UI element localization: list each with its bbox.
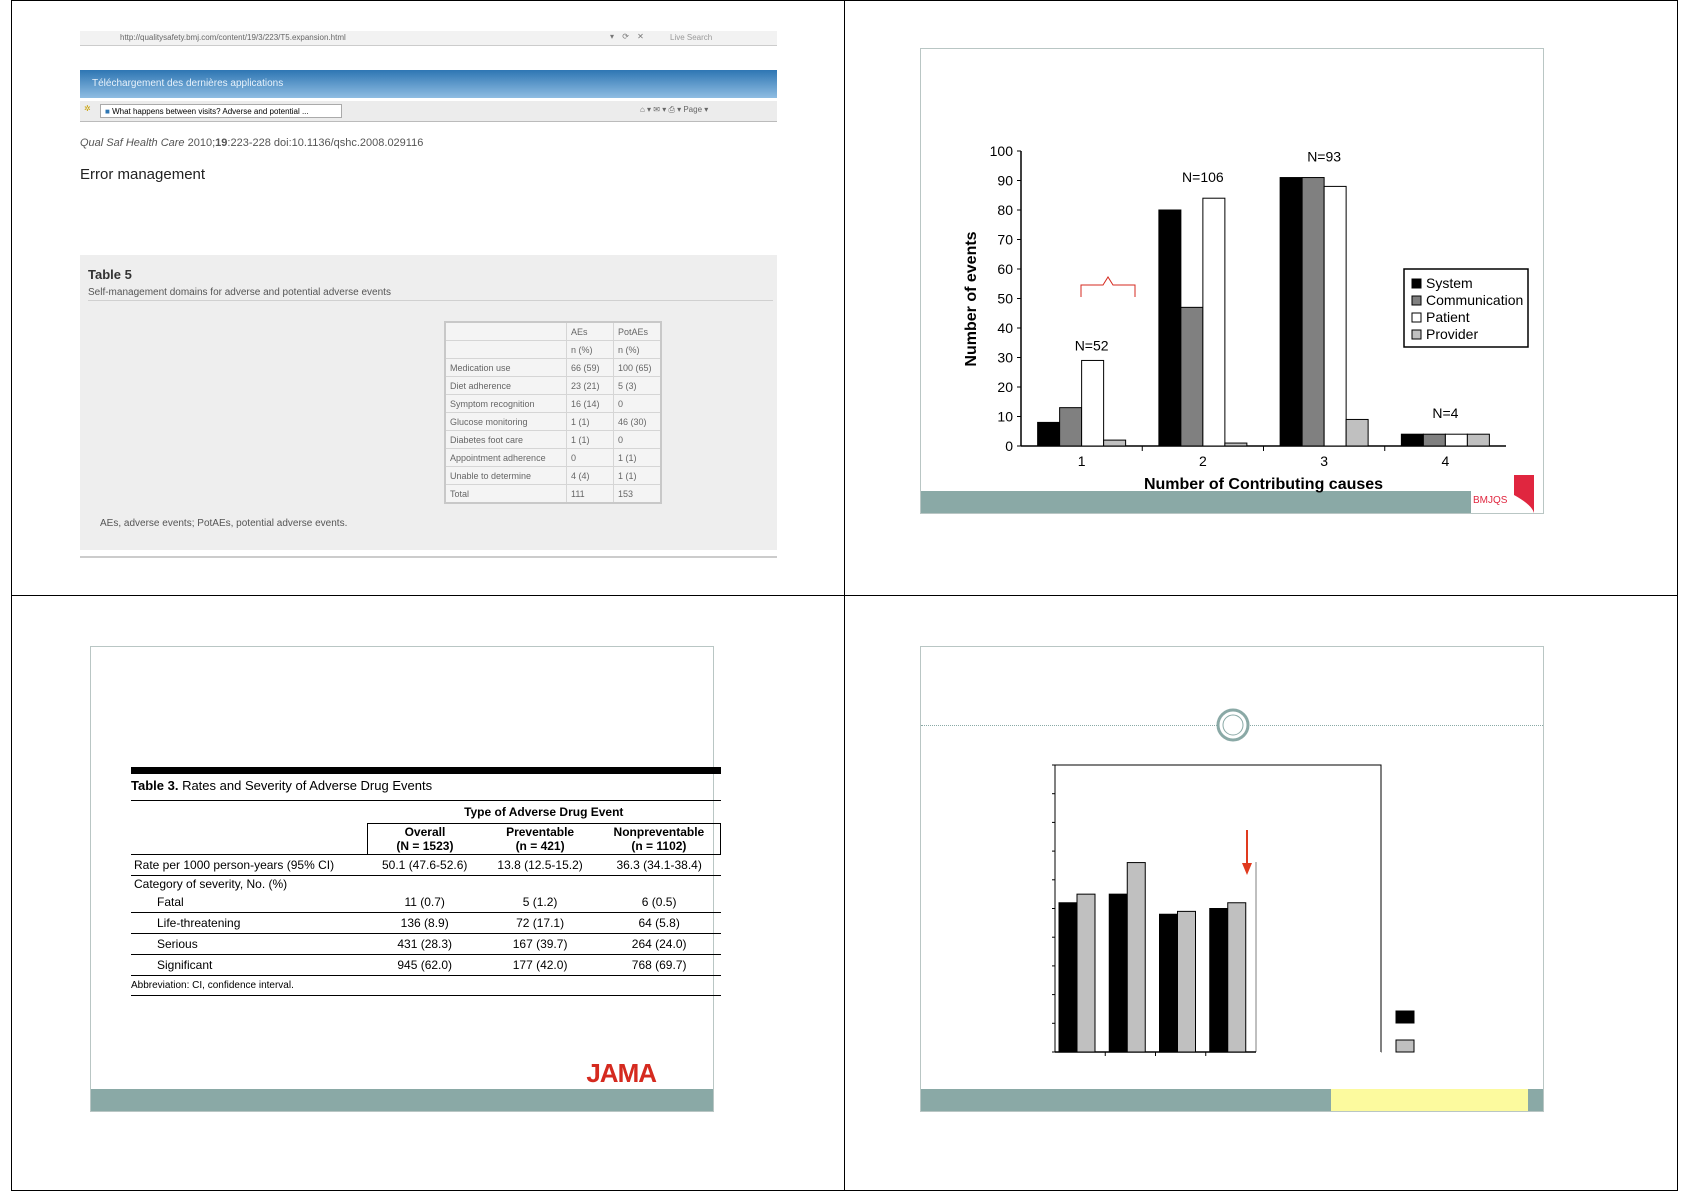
bar-annotation: N=93 (1307, 148, 1342, 165)
table-cell: 1 (1) (567, 413, 614, 431)
table-header-row (445, 322, 661, 341)
table-cell: Significant (131, 955, 367, 976)
y-tick-label: 100 (989, 143, 1013, 159)
table-units-row (445, 341, 661, 359)
y-tick-label: 80 (997, 202, 1013, 218)
table-caption (131, 778, 721, 801)
legend-label: Patient (1426, 309, 1470, 325)
column-name: Overall (404, 825, 446, 839)
bar-communication (1181, 307, 1203, 446)
slide-frame (90, 646, 714, 1112)
table-cell: 136 (8.9) (367, 913, 482, 934)
x-tick-label: 1 (1077, 453, 1086, 469)
table-cell: Appointment adherence (445, 449, 567, 467)
bar-provider (1225, 443, 1247, 446)
column-n: (n = 421) (515, 839, 565, 853)
bar-patient (1203, 198, 1225, 446)
y-tick-label: 60 (997, 261, 1013, 277)
bar (1127, 863, 1145, 1052)
y-tick-label: 0 (1005, 438, 1013, 454)
table-row (131, 892, 721, 913)
nav-buttons-icon[interactable]: ▾ ⟳ ✕ (610, 32, 647, 41)
column-n: (N = 1523) (396, 839, 454, 853)
comparison-chart (921, 647, 1543, 1111)
bar (1109, 894, 1127, 1052)
bar-system (1280, 178, 1302, 446)
x-tick-label: 4 (1441, 453, 1450, 469)
bar-system (1159, 210, 1181, 446)
table-cell: Fatal (157, 895, 184, 909)
table-cell: Medication use (445, 359, 567, 377)
table-cell: 1 (1) (614, 449, 662, 467)
citation-year: 2010; (187, 137, 216, 149)
table-row (445, 449, 661, 467)
table-column-header (482, 824, 597, 855)
table-category-label: Category of severity, No. (%) (131, 876, 721, 893)
bar-annotation: N=4 (1432, 405, 1459, 422)
table-cell: 11 (0.7) (404, 895, 445, 909)
legend-label: Communication (1426, 292, 1524, 308)
table-column-header (598, 824, 721, 855)
table-column-header (367, 824, 482, 855)
slide-footer-bar (91, 1089, 713, 1111)
slide-bar-chart (844, 595, 1678, 1191)
y-tick-label: 90 (997, 172, 1013, 189)
legend-swatch (1396, 1011, 1414, 1023)
legend-swatch (1412, 313, 1421, 322)
bar-system (1401, 434, 1423, 446)
table-cell: 66 (59) (567, 359, 614, 377)
tab-title: What happens between visits? Adverse and potential ... (112, 107, 309, 116)
table-cell: Diet adherence (445, 377, 567, 395)
column-name: Nonpreventable (613, 825, 705, 839)
y-axis-title: Number of events (963, 231, 980, 367)
table-cell: 64 (5.8) (598, 913, 721, 934)
table-cell: Rate per 1000 person-years (95% CI) (131, 855, 367, 876)
jama-data-table (131, 801, 721, 975)
bar-system (1038, 422, 1060, 446)
slide-jama-table (11, 595, 845, 1191)
y-tick-label: 10 (997, 408, 1013, 425)
table-row (131, 955, 721, 976)
citation-volume: 19 (215, 137, 228, 149)
legend-swatch (1412, 296, 1421, 305)
x-axis-title: Number of Contributing causes (1143, 476, 1384, 493)
table-caption-text: Rates and Severity of Adverse Drug Events (178, 778, 433, 793)
table-cell: 46 (30) (614, 413, 662, 431)
citation (80, 137, 423, 149)
table-header-cell: PotAEs (614, 322, 662, 341)
table-column-header-row (131, 824, 721, 855)
table-cell: 16 (14) (567, 395, 614, 413)
citation-journal: Qual Saf Health Care (80, 137, 185, 149)
table-cell: 768 (69.7) (598, 955, 721, 976)
table-cell: 1 (1) (567, 431, 614, 449)
y-tick-label: 40 (997, 320, 1013, 336)
legend-swatch (1412, 330, 1421, 339)
table5-box (80, 255, 777, 550)
legend-swatch (1412, 279, 1421, 288)
table-cell: 111 (567, 485, 614, 504)
bar-annotation: N=106 (1182, 169, 1224, 186)
table-row (131, 855, 721, 876)
table-cell: 1 (1) (614, 467, 662, 485)
table-abbreviation: Abbreviation: CI, confidence interval. (131, 975, 721, 996)
bar-patient (1082, 360, 1104, 446)
table-cell: 5 (1.2) (522, 895, 558, 909)
table-cell: 13.8 (12.5-15.2) (482, 855, 597, 876)
y-tick-label: 70 (997, 231, 1013, 248)
table-cell: Total (445, 485, 567, 504)
favorites-star-icon[interactable]: ✲ (84, 104, 91, 113)
jama-table (131, 767, 721, 996)
bmjqs-logo-text: BMJQS (1473, 495, 1508, 506)
red-arrow-head-icon (1242, 863, 1252, 875)
divider (80, 556, 777, 558)
table5-title: Table 5 (88, 267, 132, 282)
table-cell: Life-threatening (131, 913, 367, 934)
citation-rest: :223-228 doi:10.1136/qshc.2008.029116 (227, 137, 424, 149)
banner-text: Téléchargement des dernières applications (92, 78, 284, 89)
jama-logo: JAMA (586, 1058, 656, 1088)
table-cell: 50.1 (47.6-52.6) (367, 855, 482, 876)
bar-patient (1445, 434, 1467, 446)
table5 (444, 321, 662, 504)
table-cell: 4 (4) (567, 467, 614, 485)
plot-mask (1256, 765, 1381, 1054)
browser-tab[interactable] (100, 104, 342, 118)
table-units-cell (445, 341, 567, 359)
table-cell: 945 (62.0) (367, 955, 482, 976)
table-row (445, 359, 661, 377)
legend-swatch (1396, 1040, 1414, 1052)
table-units-cell: n (%) (614, 341, 662, 359)
table-cell: 72 (17.1) (482, 913, 597, 934)
table-cell: 177 (42.0) (482, 955, 597, 976)
table-row (445, 431, 661, 449)
table-cell: Serious (131, 934, 367, 955)
bar (1178, 911, 1196, 1052)
y-tick-label: 30 (997, 349, 1013, 366)
table-row (131, 876, 721, 893)
table-units-cell: n (%) (567, 341, 614, 359)
page-menu[interactable]: Page (683, 105, 703, 114)
bar (1228, 903, 1246, 1052)
address-bar[interactable] (80, 31, 777, 46)
y-tick-label: 20 (997, 379, 1013, 395)
table-cell: Diabetes foot care (445, 431, 567, 449)
table-group-header: Type of Adverse Drug Event (464, 805, 624, 819)
slide-frame (920, 48, 1544, 514)
table-cell: 0 (614, 431, 662, 449)
table-row (445, 377, 661, 395)
bar-provider (1467, 434, 1489, 446)
bar (1210, 909, 1228, 1053)
x-tick-label: 2 (1198, 453, 1207, 469)
table-cell: 153 (614, 485, 662, 504)
toolbar-tools[interactable]: ⌂ ▾ ✉ ▾ ⎙ ▾ Page ▾ (640, 105, 709, 114)
x-tick-label: 3 (1320, 453, 1329, 469)
bar (1059, 903, 1077, 1052)
download-banner[interactable] (80, 70, 777, 98)
table-cell: 5 (3) (614, 377, 662, 395)
legend-label: System (1426, 275, 1473, 291)
bar (1077, 894, 1095, 1052)
table-cell: 23 (21) (567, 377, 614, 395)
table-cell: Unable to determine (445, 467, 567, 485)
table-row (445, 485, 661, 504)
slide-contributing-causes (844, 0, 1678, 596)
bar-communication (1060, 408, 1082, 446)
table-cell: 36.3 (34.1-38.4) (598, 855, 721, 876)
table-header-cell (445, 322, 567, 341)
table-row (445, 467, 661, 485)
contributing-causes-chart (921, 49, 1543, 513)
y-tick-label: 50 (997, 290, 1013, 307)
section-heading: Error management (80, 166, 206, 183)
table-cell: 264 (24.0) (598, 934, 721, 955)
bar-annotation: N=52 (1074, 337, 1109, 354)
bmj-favicon-icon: ■ (105, 107, 113, 116)
column-n: (n = 1102) (631, 839, 687, 853)
column-name: Preventable (506, 825, 575, 839)
browser-screenshot (80, 31, 777, 561)
red-bracket (1081, 277, 1135, 297)
search-box[interactable]: Live Search (670, 33, 713, 42)
table5-subtitle: Self-management domains for adverse and potential adverse events (88, 287, 773, 301)
table-row (131, 934, 721, 955)
bar (1160, 914, 1178, 1052)
tab-bar (80, 101, 777, 122)
slide-frame (920, 646, 1544, 1112)
table-cell: 0 (614, 395, 662, 413)
table-cell: 167 (39.7) (482, 934, 597, 955)
table-caption-bold: Table 3. (131, 778, 179, 793)
table-row (445, 395, 661, 413)
table-cell: 431 (28.3) (367, 934, 482, 955)
table5-footnote: AEs, adverse events; PotAEs, potential adverse events. (100, 518, 348, 529)
address-url: http://qualitysafety.bmj.com/content/19/3/223/T5.expansion.html (120, 33, 346, 42)
bar-provider (1104, 440, 1126, 446)
bar-provider (1346, 419, 1368, 446)
table-group-header-row (131, 801, 721, 824)
legend-label: Provider (1426, 326, 1479, 342)
bar-patient (1324, 186, 1346, 446)
bar-communication (1302, 178, 1324, 446)
table-header-cell: AEs (567, 322, 614, 341)
table-cell: 6 (0.5) (641, 895, 677, 909)
bmjqs-mark-icon (1514, 475, 1536, 515)
table-cell: Symptom recognition (445, 395, 567, 413)
table-cell: 100 (65) (614, 359, 662, 377)
slide-browser-table5 (11, 0, 845, 596)
table-row (445, 413, 661, 431)
table-cell: Glucose monitoring (445, 413, 567, 431)
table-cell: 0 (567, 449, 614, 467)
table-row (131, 913, 721, 934)
bar-communication (1423, 434, 1445, 446)
table-top-rule (131, 767, 721, 774)
